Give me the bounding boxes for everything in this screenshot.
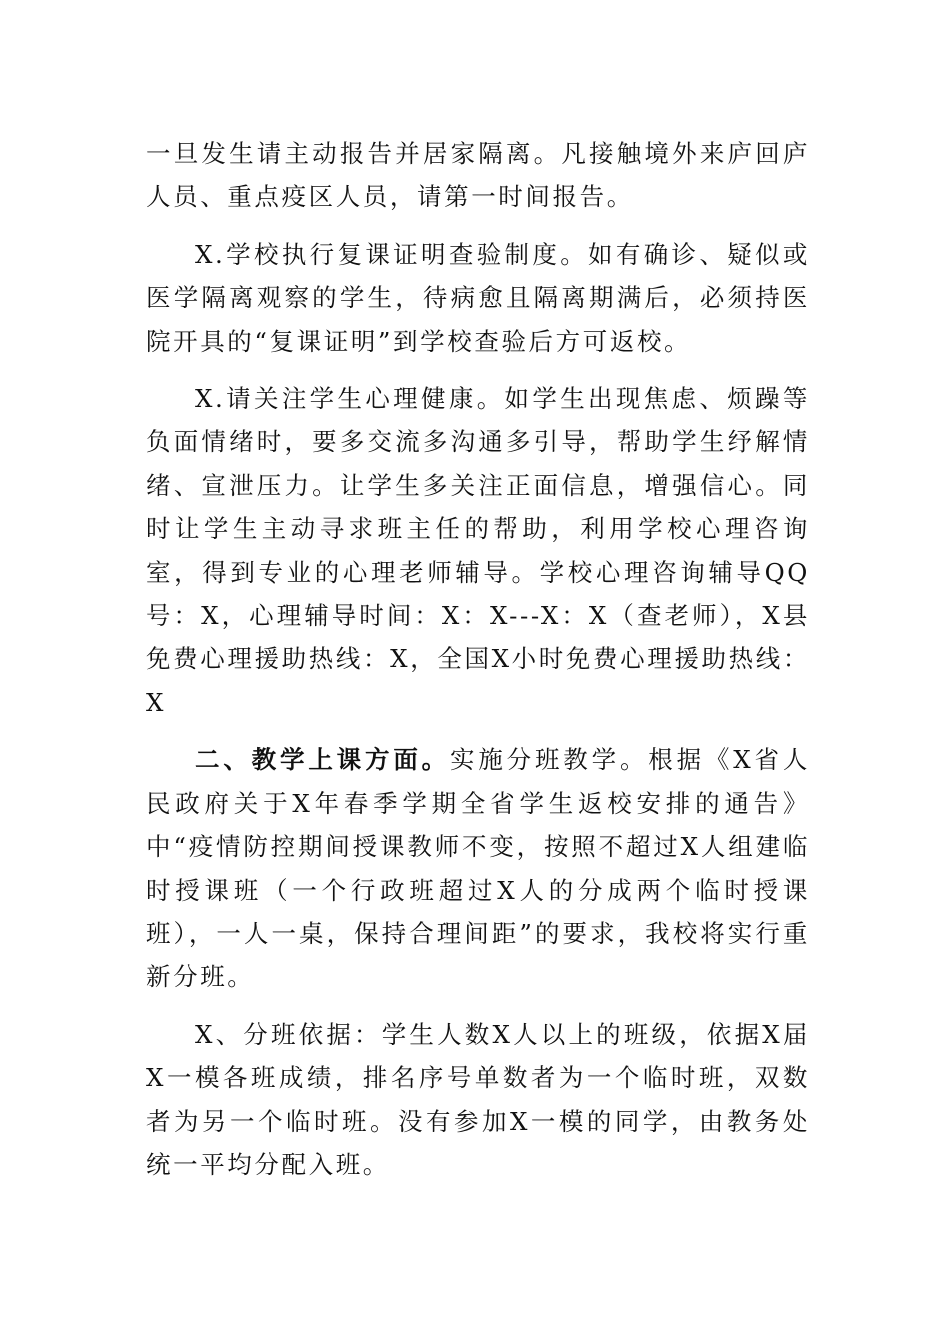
document-body bbox=[146, 132, 810, 1200]
paragraph-mental-health bbox=[146, 377, 810, 724]
paragraph-return-certificate bbox=[146, 233, 810, 363]
section-heading: 二、教学上课方面。 bbox=[195, 745, 450, 775]
paragraph-quarantine-report bbox=[146, 132, 810, 219]
paragraph-text: X、分班依据：学生人数X人以上的班级，依据X届X一模各班成绩，排名序号单数者为一个临时班，双数者为另一个临时班。没有参加X一模的同学，由教务处统一平均分配入班。 bbox=[146, 1019, 810, 1179]
paragraph-text: X.学校执行复课证明查验制度。如有确诊、疑似或医学隔离观察的学生，待病愈且隔离期满后，必须持医院开具的“复课证明”到学校查验后方可返校。 bbox=[146, 239, 810, 356]
paragraph-text: 一旦发生请主动报告并居家隔离。凡接触境外来庐回庐人员、重点疫区人员，请第一时间报告。 bbox=[146, 139, 810, 212]
paragraph-text: X.请关注学生心理健康。如学生出现焦虑、烦躁等负面情绪时，要多交流多沟通多引导，帮助学生纾解情绪、宣泄压力。让学生多关注正面信息，增强信心。同时让学生主动寻求班主任的帮助，利用学校心理咨询室，得到专业的心理老师辅导。学校心理咨询辅导QQ号：X，心理辅导时间：X：X---X：X（查老师），X县免费心理援助热线：X，全国X小时免费心理援助热线：X bbox=[146, 384, 810, 717]
paragraph-text: 实施分班教学。根据《X省人民政府关于X年春季学期全省学生返校安排的通告》中“疫情防控期间授课教师不变，按照不超过X人组建临时授课班（一个行政班超过X人的分成两个临时授课班），一人一桌，保持合理间距”的要求，我校将实行重新分班。 bbox=[146, 745, 810, 992]
paragraph-class-division bbox=[146, 1013, 810, 1187]
paragraph-teaching-section bbox=[146, 738, 810, 998]
